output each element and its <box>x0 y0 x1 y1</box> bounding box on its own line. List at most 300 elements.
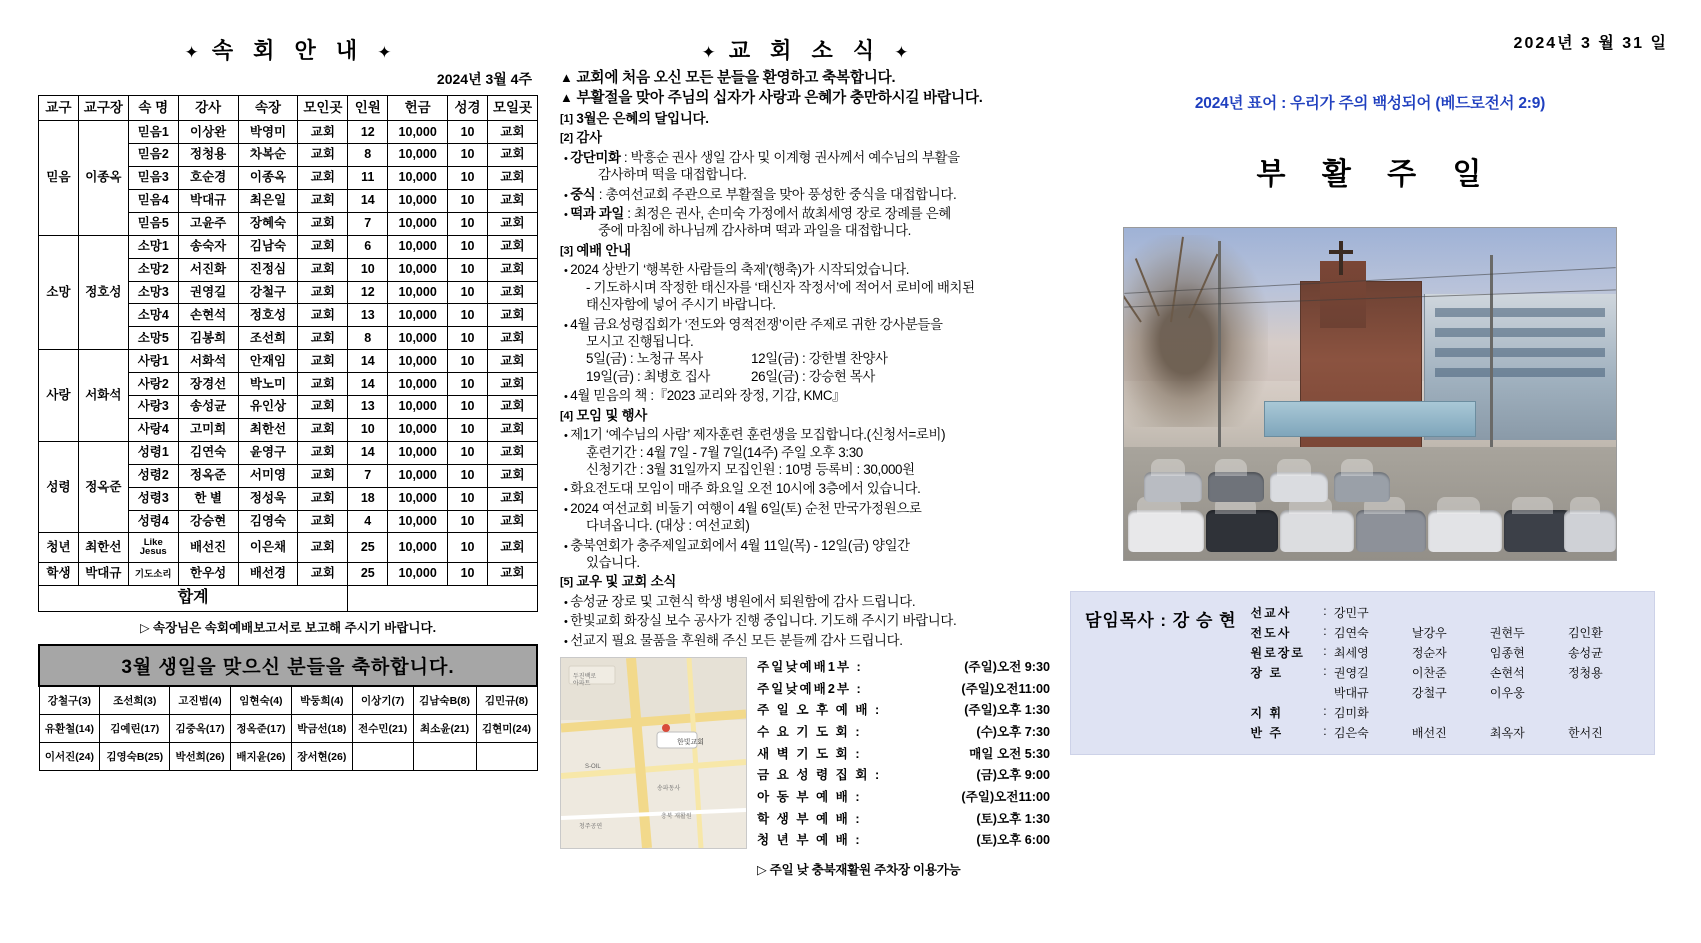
event-item-sub: 신청기간 : 3월 31일까지 모집인원 : 10명 등록비 : 30,000원 <box>586 461 915 477</box>
cell-sokjang: 차복순 <box>238 144 298 167</box>
birthday-cell: 김영숙B(25) <box>100 743 170 771</box>
birthday-cell: 김민규(8) <box>476 686 537 715</box>
thanks-item: • 떡과 과일 : 최정은 권사, 손미숙 가정에서 故최세영 장로 장례를 은혜 <box>575 205 1050 222</box>
staff-row <box>1251 602 1642 622</box>
cell-num: 10 <box>348 258 388 281</box>
cell-num: 12 <box>348 281 388 304</box>
cell-sokjang: 정호성 <box>238 304 298 327</box>
schedule-label: 새 벽 기 도 회 : <box>757 746 862 761</box>
cell-gangsa: 한 별 <box>178 487 238 510</box>
cell-sok: 사랑2 <box>128 373 178 396</box>
cell-money: 10,000 <box>388 327 448 350</box>
cell-gangsa: 권영길 <box>178 281 238 304</box>
cell-sok: 성령1 <box>128 441 178 464</box>
schedule-label: 주 일 오 후 예 배 : <box>757 703 882 718</box>
worship-note-sub: - 기도하시며 작정한 태신자를 ‘태신자 작정서’에 적어서 로비에 배치된 <box>586 279 975 295</box>
news-item-4: [4] 모임 및 행사 <box>560 407 648 423</box>
cell-gangsa: 정청용 <box>178 144 238 167</box>
cell-place2: 교회 <box>488 281 538 304</box>
cell-sokjang: 박영미 <box>238 121 298 144</box>
cell-money: 10,000 <box>388 144 448 167</box>
cell-sok: 소망1 <box>128 235 178 258</box>
schedule-time: (수)오후 7:30 <box>976 725 1050 740</box>
cell-sokjang: 김영숙 <box>238 510 298 533</box>
cell-place: 교회 <box>298 121 348 144</box>
staff-name: 배선진 <box>1411 725 1447 740</box>
photo-pole <box>1218 241 1221 447</box>
birthday-cell: 고진범(4) <box>170 686 231 715</box>
cell-num: 6 <box>348 235 388 258</box>
cell-gangsa: 이상완 <box>178 121 238 144</box>
staff-name: 김연숙 <box>1333 625 1369 640</box>
staff-colon: : <box>1323 703 1327 718</box>
news-body <box>560 69 1050 649</box>
staff-colon: : <box>1323 643 1327 658</box>
cell-place: 교회 <box>298 418 348 441</box>
cell-bible: 10 <box>448 562 488 585</box>
th-place: 모인곳 <box>298 96 348 121</box>
cell-total-value <box>348 585 538 612</box>
schedule-row <box>757 700 1050 722</box>
staff-name: 권영길 <box>1333 665 1369 680</box>
birthday-cell <box>476 743 537 771</box>
cell-gujang: 이종옥 <box>78 121 128 236</box>
staff-name: 김인환 <box>1567 625 1603 640</box>
th-bible: 성경 <box>448 96 488 121</box>
staff-row <box>1251 642 1642 662</box>
birthday-row <box>39 715 537 743</box>
birthday-cell: 전수민(21) <box>352 715 413 743</box>
schedule-time: (주일)오전 9:30 <box>964 660 1050 675</box>
birthday-row <box>39 686 537 715</box>
staff-name: 강철구 <box>1411 685 1447 700</box>
th-gujang: 교구장 <box>78 96 128 121</box>
cell-sokjang: 박노미 <box>238 373 298 396</box>
cell-money: 10,000 <box>388 373 448 396</box>
cell-money: 10,000 <box>388 189 448 212</box>
cell-sokjang: 유인상 <box>238 396 298 419</box>
cell-place2: 교회 <box>488 258 538 281</box>
cell-place: 교회 <box>298 350 348 373</box>
cell-money: 10,000 <box>388 487 448 510</box>
cell-sokjang: 장혜숙 <box>238 212 298 235</box>
faith-book: • 4월 믿음의 책 :『2023 교리와 장정, 기감, KMC』 <box>575 387 1050 404</box>
worship-note: • 4월 금요성령집회가 ‘전도와 영적전쟁’이란 주제로 귀한 강사분들을 <box>575 316 1050 333</box>
cell-money: 10,000 <box>388 258 448 281</box>
cell-sok: 성령4 <box>128 510 178 533</box>
cell-gangsa: 고윤주 <box>178 212 238 235</box>
cell-gangsa: 김봉희 <box>178 327 238 350</box>
svg-text:두진백로: 두진백로 <box>573 674 597 681</box>
staff-name: 최옥자 <box>1489 725 1525 740</box>
cell-sok: Like Jesus <box>128 533 178 562</box>
cell-place2: 교회 <box>488 510 538 533</box>
cell-gu: 믿음 <box>39 121 79 236</box>
cell-bible: 10 <box>448 212 488 235</box>
photo-pole <box>1490 255 1493 448</box>
sokhoe-footnote: ▷ 속장님은 속회예배보고서로 보고해 주시기 바랍니다. <box>139 621 437 636</box>
cell-sokjang: 서미영 <box>238 464 298 487</box>
staff-name: 이우웅 <box>1489 685 1525 700</box>
cell-sok: 믿음2 <box>128 144 178 167</box>
cell-num: 25 <box>348 533 388 562</box>
cell-bible: 10 <box>448 418 488 441</box>
church-photo <box>1123 227 1617 561</box>
cross-icon <box>1339 241 1343 275</box>
staff-name: 김은숙 <box>1333 725 1369 740</box>
staff-role: 원로장로 <box>1250 645 1305 660</box>
birthday-table <box>38 644 538 771</box>
sunday-title: 부 활 주 일 <box>1256 158 1496 191</box>
news-item-3: [3] 예배 안내 <box>560 242 631 258</box>
news-headline-2: ▲ 부활절을 맞아 주님의 십자가 사랑과 은혜가 충만하시길 바랍니다. <box>560 89 983 106</box>
schedule-label: 학 생 부 예 배 : <box>757 811 862 826</box>
schedule-row <box>757 679 1050 701</box>
birthday-cell: 최소윤(21) <box>413 715 476 743</box>
cell-gangsa: 정옥준 <box>178 464 238 487</box>
birthday-cell: 유환철(14) <box>39 715 100 743</box>
schedule-row <box>757 809 1050 831</box>
photo-steeple <box>1320 261 1366 327</box>
schedule-section <box>560 657 1050 878</box>
cell-money: 10,000 <box>388 418 448 441</box>
right-column <box>1060 22 1680 755</box>
cell-gangsa: 배선진 <box>178 533 238 562</box>
cell-place: 교회 <box>298 510 348 533</box>
svg-text:한빛교회: 한빛교회 <box>677 739 705 747</box>
cell-gu: 학생 <box>39 562 79 585</box>
staff-name <box>1564 702 1642 722</box>
cell-num: 12 <box>348 121 388 144</box>
cell-place: 교회 <box>298 281 348 304</box>
table-row <box>39 235 538 258</box>
schedule-row <box>757 765 1050 787</box>
cell-place2: 교회 <box>488 487 538 510</box>
cell-sok: 성령2 <box>128 464 178 487</box>
news-item-1: [1] 3월은 은혜의 달입니다. <box>560 110 709 126</box>
th-gu: 교구 <box>39 96 79 121</box>
cell-place2: 교회 <box>488 533 538 562</box>
cell-money: 10,000 <box>388 304 448 327</box>
cell-sokjang: 배선경 <box>238 562 298 585</box>
cell-gangsa: 호순경 <box>178 166 238 189</box>
schedule-label: 청 년 부 예 배 : <box>757 833 862 848</box>
birthday-cell: 김예린(17) <box>100 715 170 743</box>
cell-num: 7 <box>348 212 388 235</box>
staff-role: 반 주 <box>1250 725 1284 740</box>
cell-money: 10,000 <box>388 396 448 419</box>
event-item: • 2024 여선교회 비둘기 여행이 4월 6일(토) 순천 만국가정원으로 <box>575 500 1050 517</box>
cell-gangsa: 송숙자 <box>178 235 238 258</box>
staff-name: 임종현 <box>1489 645 1525 660</box>
cell-sok: 사랑3 <box>128 396 178 419</box>
cell-gujang: 서화석 <box>78 350 128 442</box>
photo-tree <box>1123 235 1268 428</box>
cell-bible: 10 <box>448 166 488 189</box>
senior-pastor: 담임목사 : 강 승 현 <box>1085 611 1237 630</box>
cell-place: 교회 <box>298 304 348 327</box>
middle-column <box>560 22 1050 878</box>
cell-place2: 교회 <box>488 464 538 487</box>
cell-bible: 10 <box>448 464 488 487</box>
triangle-icon: ▲ <box>560 89 573 105</box>
cell-place2: 교회 <box>488 441 538 464</box>
schedule-row <box>757 787 1050 809</box>
cell-place2: 교회 <box>488 373 538 396</box>
cell-sokjang: 정성욱 <box>238 487 298 510</box>
cell-bible: 10 <box>448 327 488 350</box>
cell-money: 10,000 <box>388 533 448 562</box>
cell-money: 10,000 <box>388 281 448 304</box>
cell-sok: 믿음1 <box>128 121 178 144</box>
cell-bible: 10 <box>448 258 488 281</box>
staff-colon: : <box>1323 623 1327 638</box>
staff-row <box>1251 622 1642 642</box>
cell-sokjang: 진정심 <box>238 258 298 281</box>
cell-money: 10,000 <box>388 166 448 189</box>
revival-speaker-row: 19일(금) : 최병호 집사 26일(금) : 강승현 목사 <box>586 368 875 384</box>
cell-place: 교회 <box>298 396 348 419</box>
staff-name <box>1408 602 1486 622</box>
cell-sokjang: 이은채 <box>238 533 298 562</box>
svg-text:아파트: 아파트 <box>573 681 591 688</box>
birthday-cell <box>413 743 476 771</box>
staff-name: 최세영 <box>1333 645 1369 660</box>
year-motto: 2024년 표어 : 우리가 주의 백성되어 (베드로전서 2:9) <box>1194 95 1546 112</box>
cell-gangsa: 김연숙 <box>178 441 238 464</box>
cell-bible: 10 <box>448 121 488 144</box>
staff-row <box>1251 722 1642 742</box>
church-news-item: • 선교지 필요 물품을 후원해 주신 모든 분들께 감사 드립니다. <box>575 632 1050 649</box>
birthday-cell: 정옥준(17) <box>230 715 291 743</box>
map-graphic <box>561 658 746 848</box>
staff-colon: : <box>1323 663 1327 678</box>
svg-text:충북 재활원: 충북 재활원 <box>661 814 692 821</box>
cell-place2: 교회 <box>488 327 538 350</box>
worship-note: • 2024 상반기 ‘행복한 사람들의 축제’(행축)가 시작되었습니다. <box>575 261 1050 278</box>
cell-num: 18 <box>348 487 388 510</box>
cell-gu: 성령 <box>39 441 79 533</box>
table-row <box>39 121 538 144</box>
parking-note: ▷ 주일 낮 충북재활원 주차장 이용가능 <box>757 863 961 878</box>
cell-sokjang: 김남숙 <box>238 235 298 258</box>
cell-money: 10,000 <box>388 562 448 585</box>
sokhoe-date: 2024년 3월 4주 <box>436 71 532 87</box>
staff-name: 권현두 <box>1489 625 1525 640</box>
cell-place2: 교회 <box>488 212 538 235</box>
schedule-time: (주일)오후 1:30 <box>964 703 1050 718</box>
cell-num: 25 <box>348 562 388 585</box>
cell-num: 13 <box>348 396 388 419</box>
cell-num: 11 <box>348 166 388 189</box>
cell-place: 교회 <box>298 487 348 510</box>
cell-gujang: 박대규 <box>78 562 128 585</box>
birthday-cell <box>352 743 413 771</box>
staff-role: 전도사 <box>1250 625 1292 640</box>
revival-speaker-row: 5일(금) : 노청규 목사 12일(금) : 강한별 찬양사 <box>586 351 888 367</box>
schedule-row <box>757 830 1050 852</box>
birthday-cell: 조선희(3) <box>100 686 170 715</box>
schedule-time: (금)오후 9:00 <box>976 768 1050 783</box>
cell-money: 10,000 <box>388 510 448 533</box>
th-gangsa: 강사 <box>178 96 238 121</box>
cell-money: 10,000 <box>388 441 448 464</box>
birthday-cell: 이서진(24) <box>39 743 100 771</box>
cell-place: 교회 <box>298 533 348 562</box>
left-column <box>38 22 538 771</box>
cell-sok: 믿음5 <box>128 212 178 235</box>
cell-sokjang: 최한선 <box>238 418 298 441</box>
staff-row <box>1251 682 1642 702</box>
event-item-sub: 다녀옵니다. (대상 : 여선교회) <box>586 518 750 534</box>
staff-name: 박대규 <box>1333 685 1369 700</box>
cell-bible: 10 <box>448 487 488 510</box>
schedule-label: 수 요 기 도 회 : <box>757 725 862 740</box>
sokhoe-table <box>38 95 538 612</box>
location-map[interactable] <box>560 657 747 849</box>
cell-place2: 교회 <box>488 235 538 258</box>
staff-name: 이찬준 <box>1411 665 1447 680</box>
cell-sok: 소망5 <box>128 327 178 350</box>
photo-canopy <box>1264 401 1476 437</box>
cell-bible: 10 <box>448 441 488 464</box>
cell-gu: 사랑 <box>39 350 79 442</box>
cell-bible: 10 <box>448 281 488 304</box>
staff-row <box>1251 702 1642 722</box>
sokhoe-title: ✦ 속 회 안 내 ✦ <box>184 38 392 63</box>
bulletin-date: 2024년 3 월 31 일 <box>1513 35 1668 52</box>
cell-gangsa: 고미희 <box>178 418 238 441</box>
staff-name <box>1564 682 1642 702</box>
cell-gangsa: 박대규 <box>178 189 238 212</box>
staff-role <box>1251 682 1320 702</box>
cell-gu: 소망 <box>39 235 79 350</box>
cell-bible: 10 <box>448 350 488 373</box>
cell-sok: 믿음3 <box>128 166 178 189</box>
cell-sok: 성령3 <box>128 487 178 510</box>
cell-sok: 사랑4 <box>128 418 178 441</box>
cell-place: 교회 <box>298 212 348 235</box>
schedule-time: (주일)오전11:00 <box>961 790 1050 805</box>
cell-num: 14 <box>348 373 388 396</box>
birthday-cell: 강철구(3) <box>39 686 100 715</box>
cell-num: 14 <box>348 441 388 464</box>
cell-sok: 소망3 <box>128 281 178 304</box>
cell-sok: 믿음4 <box>128 189 178 212</box>
birthday-row <box>39 743 537 771</box>
cell-sokjang: 최은일 <box>238 189 298 212</box>
cell-place: 교회 <box>298 441 348 464</box>
staff-name: 김미화 <box>1333 705 1369 720</box>
schedule-label: 주일낮예배2부 : <box>757 681 863 696</box>
event-item-sub: 훈련기간 : 4월 7일 - 7월 7일(14주) 주일 오후 3:30 <box>586 444 863 460</box>
cell-bible: 10 <box>448 510 488 533</box>
staff-table <box>1251 602 1642 742</box>
cell-bible: 10 <box>448 533 488 562</box>
cell-sokjang: 이종옥 <box>238 166 298 189</box>
cell-sok: 사랑1 <box>128 350 178 373</box>
schedule-time: 매일 오전 5:30 <box>969 746 1050 761</box>
schedule-label: 아 동 부 예 배 : <box>757 790 862 805</box>
cell-num: 4 <box>348 510 388 533</box>
thanks-item: • 강단미화 : 박흥순 권사 생일 감사 및 이계형 권사께서 예수님의 부활을 <box>575 149 1050 166</box>
thanks-item: • 중식 : 총여선교회 주관으로 부활절을 맞아 풍성한 중식을 대접합니다. <box>575 186 1050 203</box>
schedule-label: 금 요 성 령 집 회 : <box>757 768 882 783</box>
th-sokjang: 속장 <box>238 96 298 121</box>
staff-name: 강민구 <box>1333 605 1369 620</box>
cell-money: 10,000 <box>388 464 448 487</box>
cell-gangsa: 손현석 <box>178 304 238 327</box>
cell-num: 14 <box>348 189 388 212</box>
schedule-label: 주일낮예배1부 : <box>757 660 863 675</box>
worship-note-sub: 모시고 진행됩니다. <box>586 334 694 349</box>
cell-place2: 교회 <box>488 350 538 373</box>
schedule-row <box>757 722 1050 744</box>
staff-name <box>1486 602 1564 622</box>
cell-gujang: 정호성 <box>78 235 128 350</box>
thanks-item-cont: 중에 마침에 하나님께 감사하며 떡과 과일을 대접합니다. <box>598 223 912 239</box>
news-item-2: [2] 감사 <box>560 130 602 146</box>
schedule-time: (주일)오전11:00 <box>961 681 1050 696</box>
cell-place2: 교회 <box>488 562 538 585</box>
staff-name: 한서진 <box>1567 725 1603 740</box>
cell-sokjang: 조선희 <box>238 327 298 350</box>
table-row <box>39 562 538 585</box>
birthday-header-row <box>39 645 537 686</box>
cell-sokjang: 윤영구 <box>238 441 298 464</box>
cell-place: 교회 <box>298 327 348 350</box>
staff-box <box>1070 591 1655 755</box>
svg-text:S-OIL: S-OIL <box>585 764 601 771</box>
cell-num: 8 <box>348 327 388 350</box>
cell-num: 14 <box>348 350 388 373</box>
table-row <box>39 533 538 562</box>
cell-num: 8 <box>348 144 388 167</box>
event-item-sub: 있습니다. <box>586 555 640 571</box>
worship-schedule <box>757 657 1050 878</box>
staff-colon: : <box>1323 603 1327 618</box>
cell-place: 교회 <box>298 144 348 167</box>
cell-bible: 10 <box>448 304 488 327</box>
triangle-icon: ▲ <box>560 70 573 85</box>
table-total-row <box>39 585 538 612</box>
svg-text:송파동사: 송파동사 <box>657 786 681 793</box>
cell-gangsa: 서진화 <box>178 258 238 281</box>
cell-gangsa: 서화석 <box>178 350 238 373</box>
cell-num: 13 <box>348 304 388 327</box>
cell-bible: 10 <box>448 189 488 212</box>
staff-colon: : <box>1323 723 1327 738</box>
th-money: 헌금 <box>388 96 448 121</box>
schedule-row <box>757 657 1050 679</box>
cell-gujang: 정옥준 <box>78 441 128 533</box>
birthday-cell: 임현숙(4) <box>230 686 291 715</box>
th-sok: 속 명 <box>128 96 178 121</box>
cell-place: 교회 <box>298 235 348 258</box>
cell-gangsa: 송성균 <box>178 396 238 419</box>
cell-gujang: 최한선 <box>78 533 128 562</box>
news-title: ✦ 교 회 소 식 ✦ <box>701 38 909 63</box>
staff-role: 장 로 <box>1250 665 1284 680</box>
birthday-cell: 이상기(7) <box>352 686 413 715</box>
cell-num: 10 <box>348 418 388 441</box>
cell-gu: 청년 <box>39 533 79 562</box>
cell-sok: 소망2 <box>128 258 178 281</box>
cell-place: 교회 <box>298 258 348 281</box>
cell-place: 교회 <box>298 373 348 396</box>
cell-place: 교회 <box>298 464 348 487</box>
schedule-row <box>757 744 1050 766</box>
